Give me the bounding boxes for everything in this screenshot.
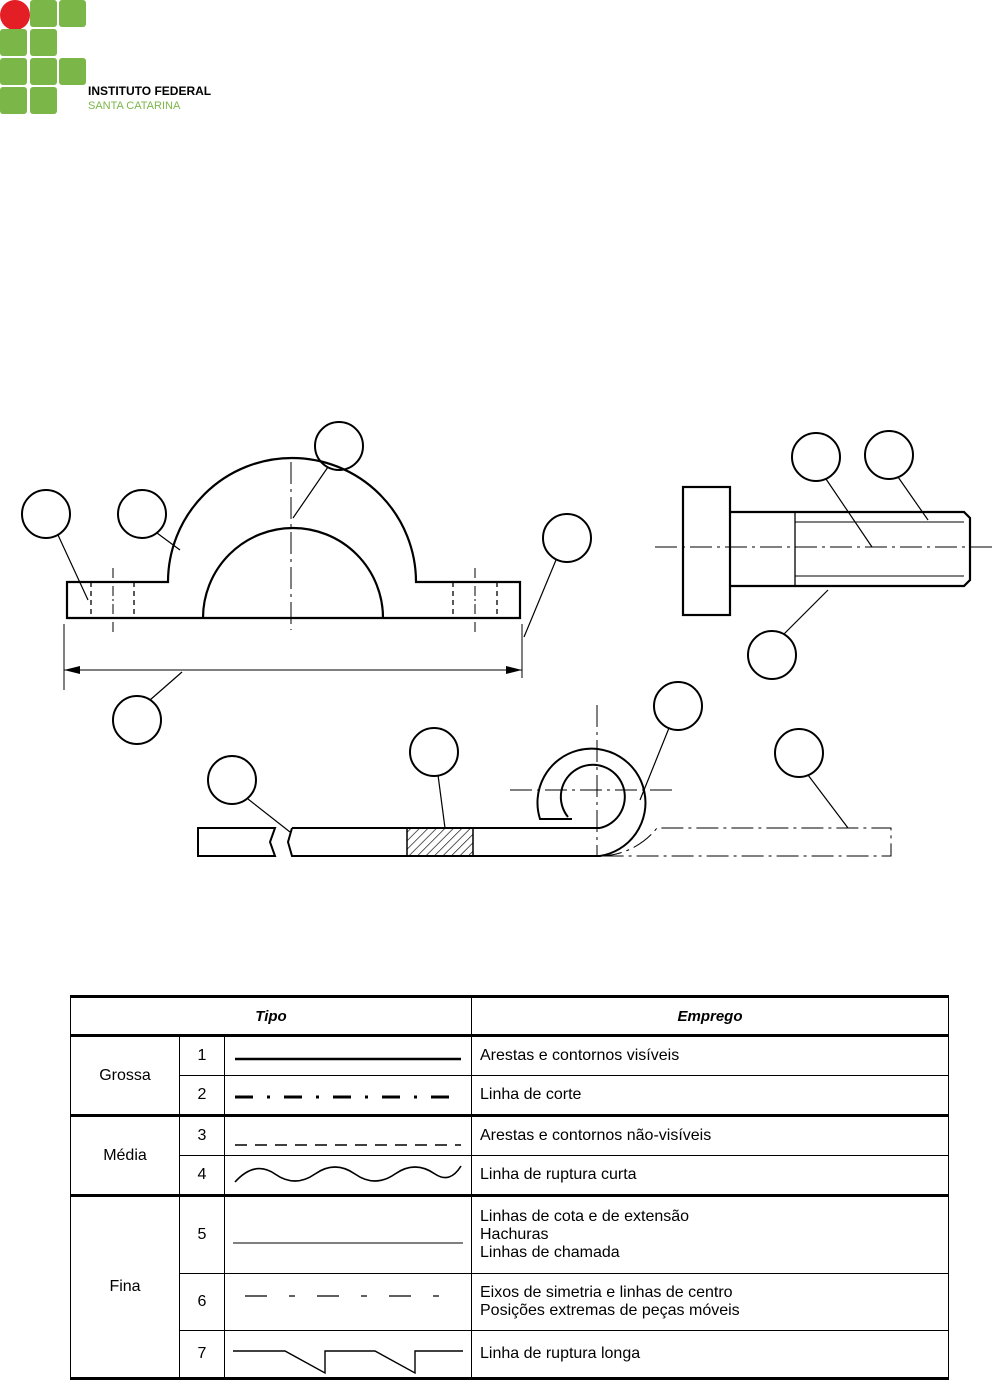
group-fina: Fina [71, 1196, 180, 1379]
row-number: 6 [180, 1274, 225, 1331]
row-number: 5 [180, 1196, 225, 1274]
row-number: 7 [180, 1331, 225, 1379]
row-usage: Linha de corte [472, 1076, 949, 1116]
row-number: 3 [180, 1116, 225, 1156]
row-number: 1 [180, 1036, 225, 1076]
header-emprego: Emprego [472, 997, 949, 1036]
line-sample-solid-thick [225, 1036, 472, 1076]
row-number: 4 [180, 1156, 225, 1196]
row-number: 2 [180, 1076, 225, 1116]
line-sample-dash-dot-thick [225, 1076, 472, 1116]
line-sample-dashed [225, 1116, 472, 1156]
row-usage: Arestas e contornos não-visíveis [472, 1116, 949, 1156]
row-usage: Linha de ruptura curta [472, 1156, 949, 1196]
line-sample-wave [225, 1156, 472, 1196]
group-media: Média [71, 1116, 180, 1196]
row-usage: Arestas e contornos visíveis [472, 1036, 949, 1076]
technical-drawing [0, 400, 1004, 880]
line-sample-zigzag [225, 1331, 472, 1379]
line-sample-dash-dot-thin [225, 1274, 472, 1331]
logo-subtitle: SANTA CATARINA [88, 100, 181, 112]
row-usage: Linhas de cota e de extensão Hachuras Linhas de chamada [472, 1196, 949, 1274]
line-types-table [70, 995, 949, 1380]
logo-title: INSTITUTO FEDERAL [88, 84, 212, 98]
logo-red-dot [0, 0, 30, 30]
institution-logo [0, 0, 220, 120]
group-grossa: Grossa [71, 1036, 180, 1116]
hinge-part [198, 705, 891, 856]
line-sample-solid-thin [225, 1196, 472, 1274]
header-tipo: Tipo [71, 997, 472, 1036]
row-usage: Linha de ruptura longa [472, 1331, 949, 1379]
bolt-part [655, 487, 996, 615]
row-usage: Eixos de simetria e linhas de centro Posições extremas de peças móveis [472, 1274, 949, 1331]
